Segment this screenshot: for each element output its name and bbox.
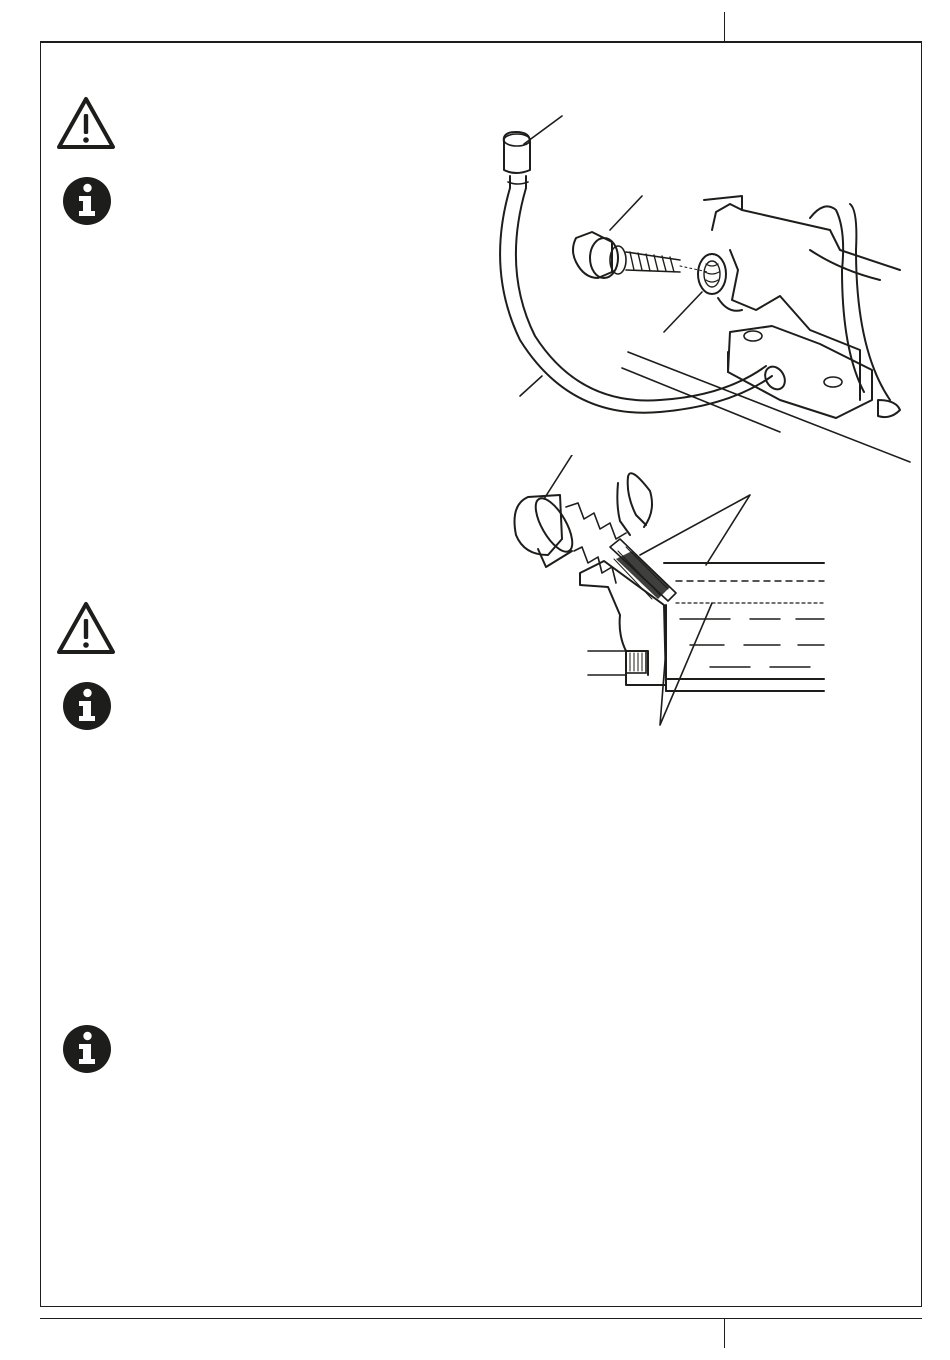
footer-tick: [724, 1318, 725, 1348]
header-tick: [724, 12, 725, 42]
info-icon: [62, 1024, 112, 1074]
info-icon: [62, 681, 112, 731]
warning-icon: [56, 96, 116, 150]
info-icon: [62, 176, 112, 226]
hose-and-filter-cap-drawing: [480, 100, 920, 470]
warning-icon: [56, 601, 116, 655]
footer-rule: [40, 1318, 922, 1319]
filter-cross-section-drawing: [480, 455, 920, 740]
